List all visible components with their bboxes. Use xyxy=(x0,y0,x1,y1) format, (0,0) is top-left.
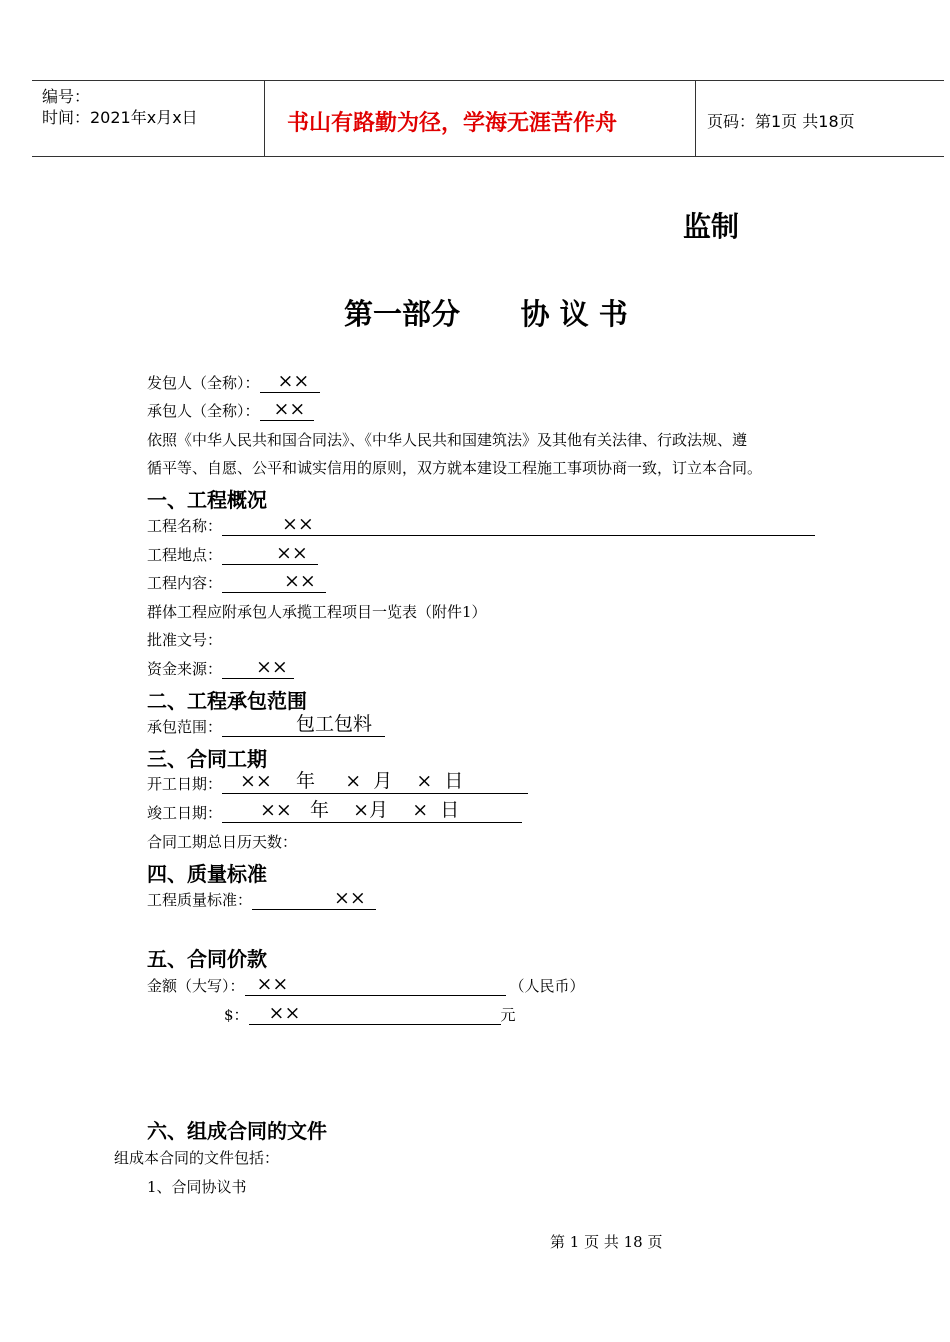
project-content-label: 工程内容： xyxy=(147,574,223,592)
quality-label: 工程质量标准： xyxy=(147,891,253,909)
start-date-field xyxy=(222,770,528,794)
amount-value: ×× xyxy=(256,973,289,995)
scope-value: 包工包料 xyxy=(296,713,373,735)
start-date-row xyxy=(147,770,528,794)
project-name-value: ×× xyxy=(282,513,314,535)
start-date-label: 开工日期： xyxy=(147,775,223,793)
quality-field xyxy=(252,889,376,910)
amount-row xyxy=(147,975,585,996)
dollar-label: $： xyxy=(224,1006,249,1024)
end-date-field xyxy=(222,799,522,823)
scope-field xyxy=(222,713,385,737)
amount-label: 金额（大写）： xyxy=(147,977,245,995)
section-2-title: 二、工程承包范围 xyxy=(147,689,307,713)
top-title: 监制 xyxy=(683,210,740,243)
end-date-row xyxy=(147,799,522,823)
contractor-field xyxy=(260,400,314,421)
header-time: 时间：2021年x月x日 xyxy=(42,108,198,127)
header-page-info: 页码：第1页 共18页 xyxy=(707,112,855,131)
employer-field xyxy=(260,372,320,393)
scope-label: 承包范围： xyxy=(147,718,223,736)
header-motto: 书山有路勤为径，学海无涯苦作舟 xyxy=(287,111,618,136)
quality-value: ×× xyxy=(334,887,366,909)
approval-label: 批准文号： xyxy=(147,631,223,649)
contractor-value: ×× xyxy=(273,398,306,420)
header-bottom-border xyxy=(32,156,944,157)
funding-value: ×× xyxy=(256,656,288,678)
end-date-value: ×× 年 ×月 × 日 xyxy=(260,799,460,821)
funding-field xyxy=(222,658,294,679)
employer-value: ×× xyxy=(277,370,310,392)
dollar-field xyxy=(249,1004,501,1025)
project-site-field xyxy=(222,544,318,565)
page-footer: 第 1 页 共 18 页 xyxy=(550,1233,663,1251)
quality-row xyxy=(147,889,376,910)
amount-suffix: （人民币） xyxy=(509,977,585,995)
funding-row xyxy=(147,658,294,679)
intro-line-1: 依照《中华人民共和国合同法》、《中华人民共和国建筑法》及其他有关法律、行政法规、遵 xyxy=(147,431,748,449)
total-days-label: 合同工期总日历天数： xyxy=(147,833,298,851)
header-divider-left xyxy=(264,80,265,157)
end-date-label: 竣工日期： xyxy=(147,804,223,822)
dollar-value: ×× xyxy=(268,1002,301,1024)
project-name-label: 工程名称： xyxy=(147,517,223,535)
employer-label: 发包人（全称）： xyxy=(147,374,260,392)
docs-intro: 组成本合同的文件包括： xyxy=(114,1149,280,1167)
section-6-title: 六、组成合同的文件 xyxy=(147,1119,327,1143)
header-divider-right xyxy=(695,80,696,157)
group-note: 群体工程应附承包人承揽工程项目一览表（附件1） xyxy=(147,603,487,621)
project-name-row xyxy=(147,515,815,536)
dollar-suffix: 元 xyxy=(500,1006,516,1024)
project-content-field xyxy=(222,572,326,593)
main-title: 第一部分 协 议 书 xyxy=(344,297,628,331)
employer-row xyxy=(147,372,320,393)
project-content-row xyxy=(147,572,326,593)
dollar-row xyxy=(224,1004,516,1025)
contractor-row xyxy=(147,400,314,421)
header-number-label: 编号： xyxy=(42,87,91,106)
project-name-field xyxy=(222,515,815,536)
project-site-label: 工程地点： xyxy=(147,546,223,564)
section-5-title: 五、合同价款 xyxy=(147,947,267,971)
docs-item-1: 1、合同协议书 xyxy=(147,1178,247,1196)
section-4-title: 四、质量标准 xyxy=(147,862,267,886)
project-site-row xyxy=(147,544,318,565)
contractor-label: 承包人（全称）： xyxy=(147,402,260,420)
project-site-value: ×× xyxy=(276,542,308,564)
intro-line-2: 循平等、自愿、公平和诚实信用的原则，双方就本建设工程施工事项协商一致，订立本合同。 xyxy=(147,459,763,477)
scope-row xyxy=(147,713,385,737)
header-top-border xyxy=(32,80,944,81)
amount-field xyxy=(245,975,506,996)
section-3-title: 三、合同工期 xyxy=(147,747,267,771)
funding-label: 资金来源： xyxy=(147,660,223,678)
project-content-value: ×× xyxy=(284,570,316,592)
start-date-value: ×× 年 × 月 × 日 xyxy=(240,770,464,792)
section-1-title: 一、工程概况 xyxy=(147,488,267,512)
